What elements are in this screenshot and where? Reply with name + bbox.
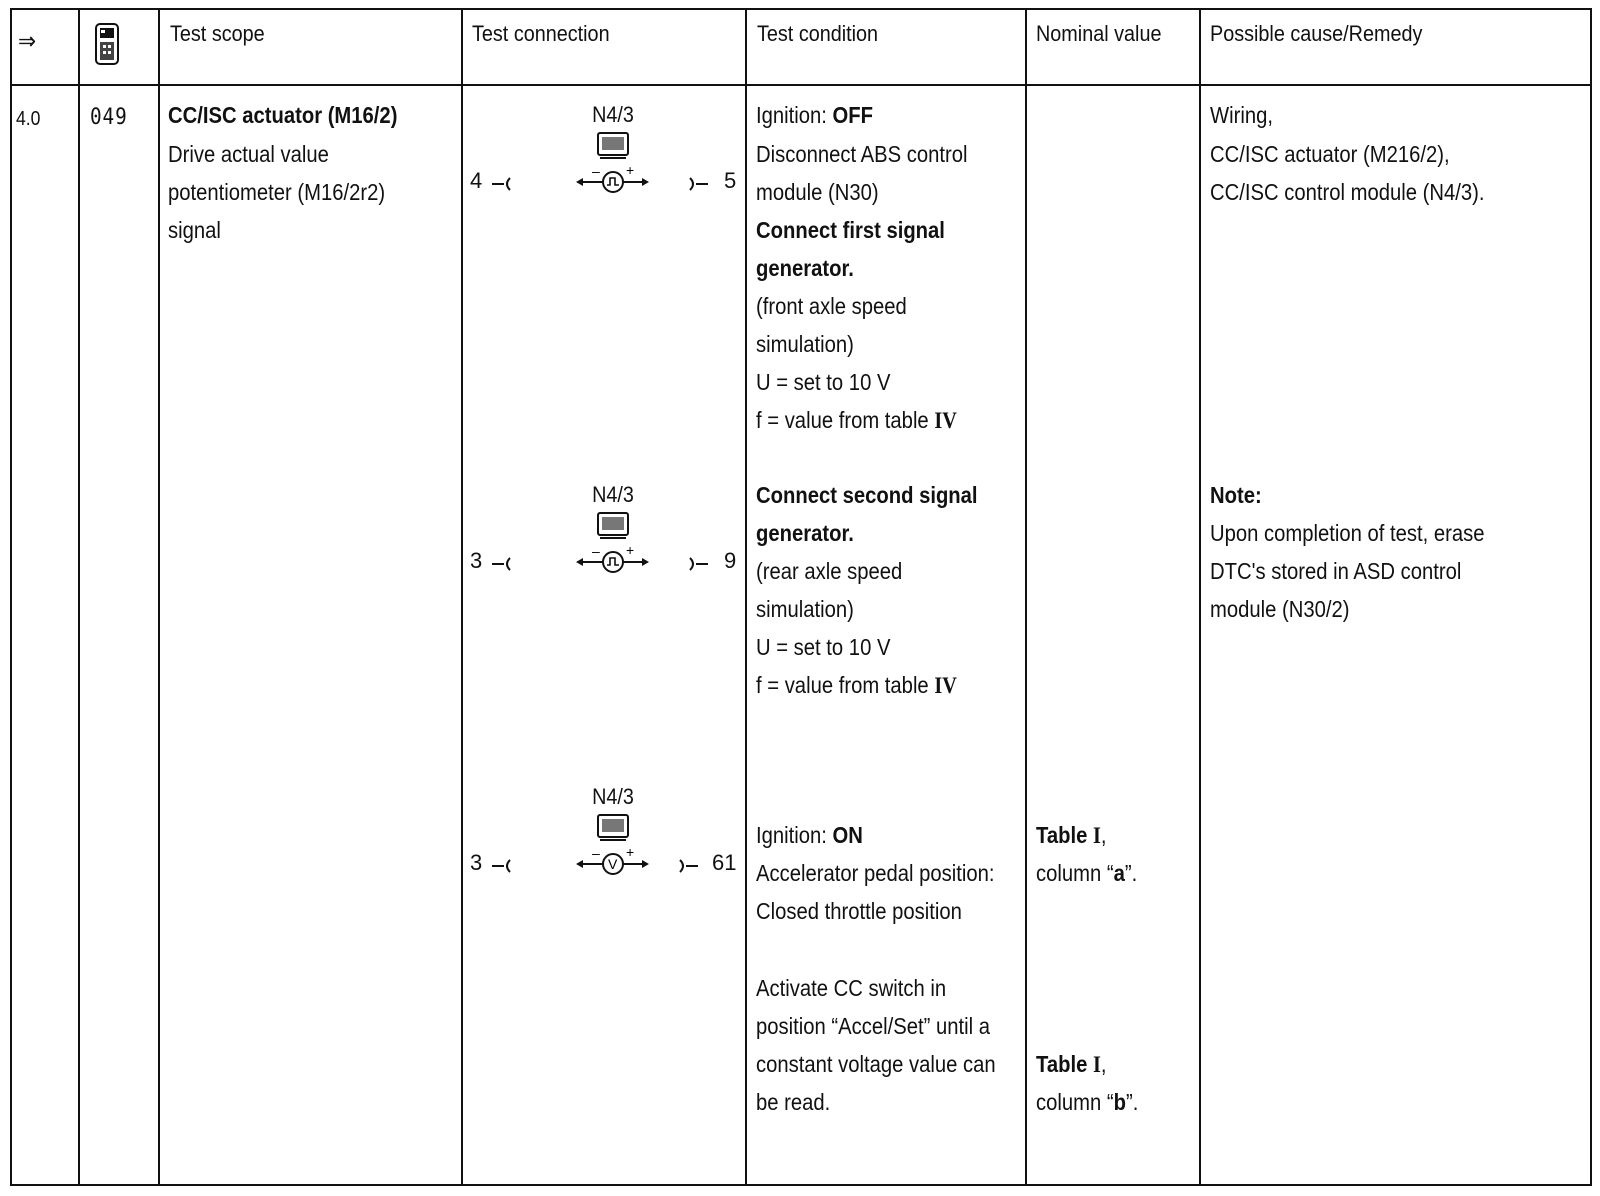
plug-icon [492,558,510,570]
arrow-icon: ⇒ [18,28,37,55]
condition-line: Connect first signal [756,217,945,243]
condition-ignition: Ignition: ON [756,822,863,848]
plug-icon [680,860,698,872]
control-module-icon [598,133,628,158]
condition-line: position “Accel/Set” until a [756,1013,990,1039]
svg-text:+: + [626,542,635,558]
module-label: N4/3 [592,482,634,507]
nominal-table-ref: Table I, [1036,822,1107,848]
condition-line: Disconnect ABS control [756,141,968,167]
left-pin: 3 [470,548,483,573]
svg-text:–: – [592,845,600,861]
condition-line: Activate CC switch in [756,975,947,1001]
note-line: module (N30/2) [1210,596,1350,622]
step-number: 4.0 [16,108,41,130]
voltmeter-icon [576,844,649,874]
test-table [10,8,1592,1186]
svg-text:V: V [608,856,618,872]
svg-text:–: – [592,543,600,559]
control-module-icon [598,815,628,840]
remedy-line: CC/ISC actuator (M216/2), [1210,141,1450,167]
left-pin: 3 [470,850,483,875]
remedy-line: Wiring, [1210,102,1273,128]
nominal-column-ref: column “b”. [1036,1089,1139,1115]
module-label: N4/3 [592,102,634,127]
connection-diagram [468,102,758,202]
condition-line: simulation) [756,596,854,622]
condition-line: Accelerator pedal position: [756,860,995,886]
nominal-column-ref: column “a”. [1036,860,1138,886]
right-pin: 9 [724,548,737,573]
header-nominal-value: Nominal value [1036,21,1162,46]
col-divider [1199,10,1201,1184]
condition-line: (rear axle speed [756,558,903,584]
nominal-table-ref: Table I, [1036,1051,1107,1077]
scope-title: CC/ISC actuator (M16/2) [168,102,398,128]
display-code: 049 [90,105,128,130]
col-divider [78,10,80,1184]
module-label: N4/3 [592,784,634,809]
svg-text:+: + [626,162,635,178]
scope-line: signal [168,217,221,243]
condition-line: module (N30) [756,179,879,205]
right-pin: 61 [712,850,737,875]
header-test-connection: Test connection [472,21,610,46]
plug-icon [492,860,510,872]
control-module-icon [598,513,628,538]
header-possible-cause: Possible cause/Remedy [1210,21,1423,46]
plug-icon [690,558,708,570]
plug-icon [492,178,510,190]
header-test-condition: Test condition [757,21,879,46]
condition-line: be read. [756,1089,831,1115]
condition-line: U = set to 10 V [756,369,891,395]
right-pin: 5 [724,168,737,193]
signal-generator-icon [576,162,649,192]
remedy-line: CC/ISC control module (N4/3). [1210,179,1485,205]
condition-line: generator. [756,255,854,281]
svg-text:–: – [592,163,600,179]
note-line: Upon completion of test, erase [1210,520,1485,546]
condition-line: Closed throttle position [756,898,962,924]
col-divider [158,10,160,1184]
col-divider [461,10,463,1184]
condition-line: f = value from table IV [756,407,957,433]
condition-line: U = set to 10 V [756,634,891,660]
condition-line: constant voltage value can [756,1051,996,1077]
condition-line: generator. [756,520,854,546]
col-divider [1025,10,1027,1184]
scope-line: Drive actual value [168,141,329,167]
note-line: DTC's stored in ASD control [1210,558,1462,584]
left-pin: 4 [470,168,483,193]
header-divider [12,84,1590,86]
header-test-scope: Test scope [170,21,265,46]
condition-line: (front axle speed [756,293,907,319]
condition-line: Connect second signal [756,482,978,508]
condition-line: f = value from table IV [756,672,957,698]
signal-generator-icon [576,542,649,572]
svg-text:+: + [626,844,635,860]
plug-icon [690,178,708,190]
tester-icon [94,22,120,71]
condition-ignition: Ignition: OFF [756,102,873,128]
note-title: Note: [1210,482,1262,508]
connection-diagram [468,784,758,884]
scope-line: potentiometer (M16/2r2) [168,179,386,205]
connection-diagram [468,482,758,582]
condition-line: simulation) [756,331,854,357]
